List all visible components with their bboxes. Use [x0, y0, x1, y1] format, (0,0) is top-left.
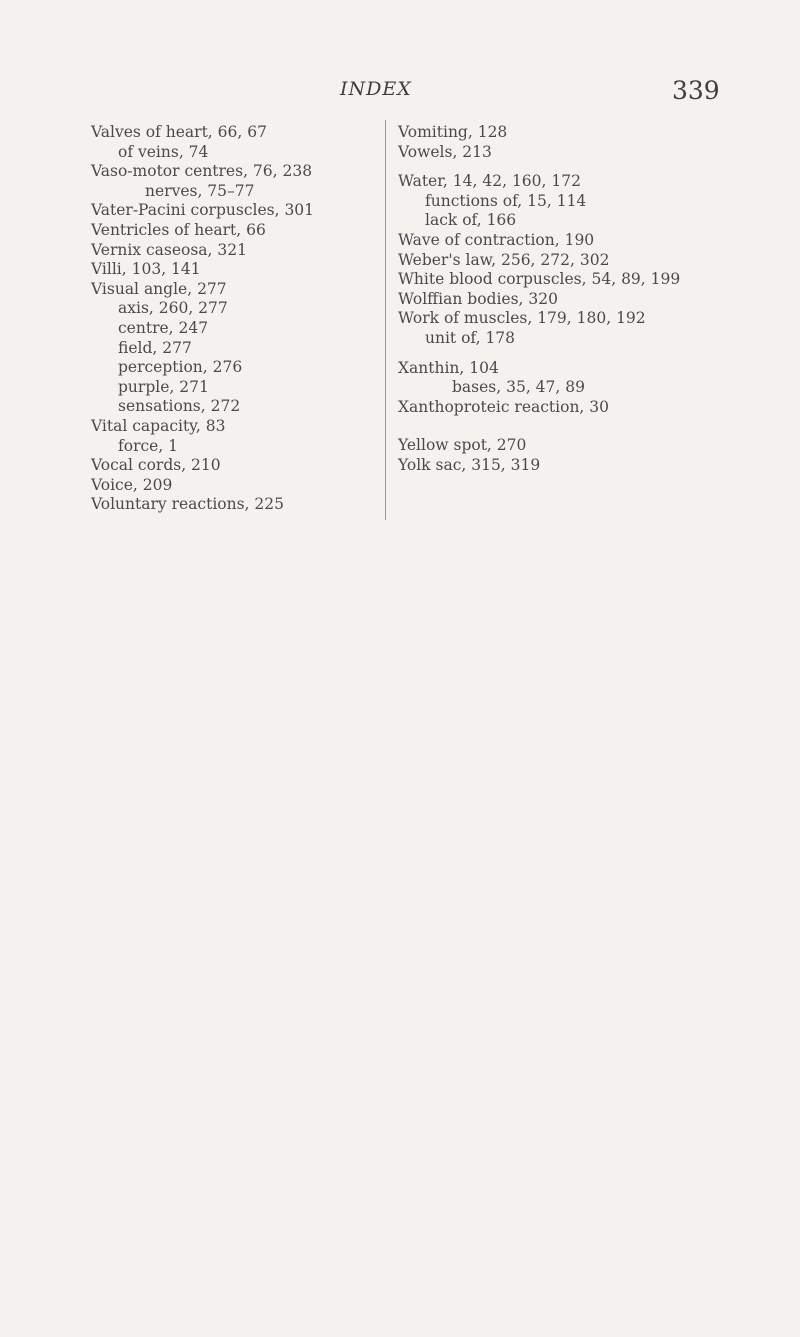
index-subentry: bases, 35, 47, 89: [452, 378, 585, 397]
index-subentry: force, 1: [118, 436, 179, 455]
column-rule: [385, 120, 386, 520]
index-subentry: functions of, 15, 114: [425, 191, 587, 210]
index-entry: Weber's law, 256, 272, 302: [398, 250, 610, 269]
index-subentry: of veins, 74: [118, 142, 209, 161]
index-entry: Vomiting, 128: [398, 123, 508, 141]
index-entry: Wave of contraction, 190: [398, 230, 595, 249]
index-entry: Vital capacity, 83: [91, 416, 226, 435]
index-subentry: lack of, 166: [425, 211, 517, 230]
index-subentry: centre, 247: [118, 318, 209, 337]
index-entry: White blood corpuscles, 54, 89, 199: [398, 270, 681, 289]
index-entry: Water, 14, 42, 160, 172: [398, 172, 581, 191]
index-entry: Voluntary reactions, 225: [91, 495, 284, 514]
page-title: INDEX: [340, 78, 412, 100]
index-entry: Xanthoproteic reaction, 30: [398, 397, 610, 416]
index-entry: Vocal cords, 210: [91, 456, 221, 475]
index-column-left: [91, 123, 371, 515]
page-number: 339: [672, 76, 720, 105]
index-subentry: unit of, 178: [425, 328, 516, 347]
index-subentry: sensations, 272: [118, 397, 241, 416]
index-entry: Work of muscles, 179, 180, 192: [398, 309, 646, 328]
index-entry: Voice, 209: [91, 475, 173, 494]
index-entry: Vater-Pacini corpuscles, 301: [91, 201, 315, 220]
index-entry: Wolffian bodies, 320: [398, 289, 558, 308]
index-entry: Valves of heart, 66, 67: [91, 123, 267, 141]
index-entry: Visual angle, 277: [91, 279, 227, 298]
index-entry: Vowels, 213: [398, 142, 492, 161]
index-entry: Ventricles of heart, 66: [91, 220, 266, 239]
running-head: [0, 76, 800, 106]
index-entry: Yellow spot, 270: [398, 436, 527, 455]
index-subentry: axis, 260, 277: [118, 299, 228, 318]
index-entry: Vernix caseosa, 321: [91, 240, 247, 259]
index-entry: Yolk sac, 315, 319: [398, 455, 541, 474]
index-entry: Vaso-motor centres, 76, 238: [91, 162, 313, 181]
index-subentry: nerves, 75–77: [145, 181, 255, 200]
index-subentry: field, 277: [118, 338, 192, 357]
index-entry: Xanthin, 104: [398, 358, 499, 377]
index-subentry: perception, 276: [118, 358, 243, 377]
index-column-right: [398, 123, 798, 476]
index-entry: Villi, 103, 141: [91, 260, 201, 279]
index-subentry: purple, 271: [118, 377, 209, 396]
